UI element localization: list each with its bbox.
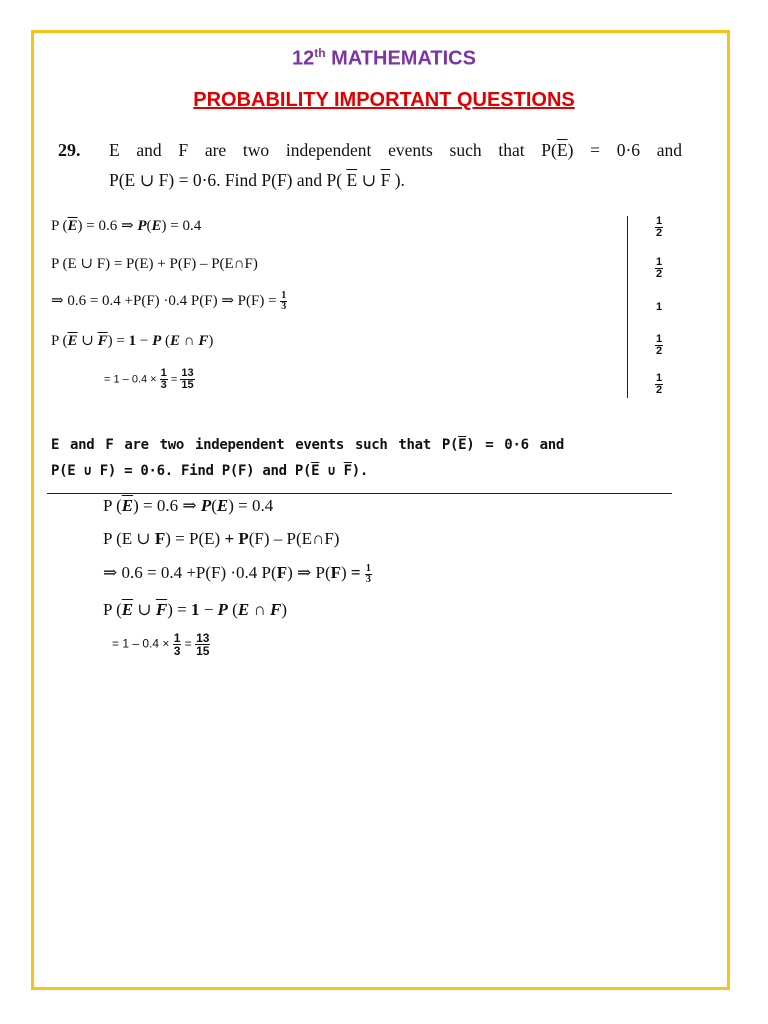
solution-step-1: P $(\overline{E}) = 0.6$ ⇒ P(E) = 0.4: [51, 218, 202, 234]
solution-step-4: P ($\overline{E}$ ∪ $\overline{F}) = 1 - P$ (E ∩ F): [51, 333, 214, 349]
solution2-step-2: P (E ∪ F) = P(E) + P(F) – P(E∩F): [103, 529, 340, 548]
solution2-step-1: P $(\overline{E}) = 0.6$ ⇒ P(E) = 0.4: [103, 496, 274, 515]
solution-step-2: P (E ∪ F) = P(E) + P(F) – P(E∩F): [51, 256, 258, 272]
mark-5: $\frac{1}{2}$: [655, 372, 663, 396]
repeat-question-line1: E and F are two independent events such that $P(\overline{E}) = 0\cdot 6$ and: [51, 437, 564, 453]
divider-line: [47, 493, 672, 494]
solution2-step-4: P ($\overline{E}$ ∪ $\overline{F}) = 1 - P$ (E ∩ F): [103, 600, 287, 619]
question-text-line2: P(E ∪ F) = 0·6. Find P(F) and P( $\overline{E}$ ∪ $\overline{F}$ ).: [109, 170, 405, 190]
repeat-question-line2: P(E ∪ F) = 0·6. Find P(F) and $P(\overline{E}$ ∪ $\overline{F}$).: [51, 463, 369, 479]
question-number: 29.: [58, 140, 81, 160]
page-subtitle: PROBABILITY IMPORTANT QUESTIONS: [193, 89, 575, 111]
page-title: 12th MATHEMATICS: [292, 46, 476, 70]
question-text-line1: E and F are two independent events such that $P(\overline{E}) = 0\cdot 6$ and: [109, 140, 682, 160]
solution-step-3: ⇒ 0.6 = 0.4 +P(F) ·0.4 P(F) ⇒ P(F) = $\frac{1}{3}$: [51, 290, 287, 313]
solution-step-5: = 1 – 0.4 × $\frac{1}{3}$ = $\frac{13}{15}$: [104, 367, 194, 391]
marks-divider: [627, 216, 628, 398]
mark-2: $\frac{1}{2}$: [655, 256, 663, 280]
solution2-step-3: ⇒ 0.6 = 0.4 +P(F) ·0.4 P(F) ⇒ P(F) = $\frac{1}{3}$: [103, 562, 371, 585]
solution2-step-5: = 1 – 0.4 × $\frac{1}{3}$ = $\frac{13}{15}$: [112, 631, 210, 658]
mark-3: 1: [655, 301, 663, 313]
mark-4: $\frac{1}{2}$: [655, 333, 663, 357]
mark-1: $\frac{1}{2}$: [655, 215, 663, 239]
